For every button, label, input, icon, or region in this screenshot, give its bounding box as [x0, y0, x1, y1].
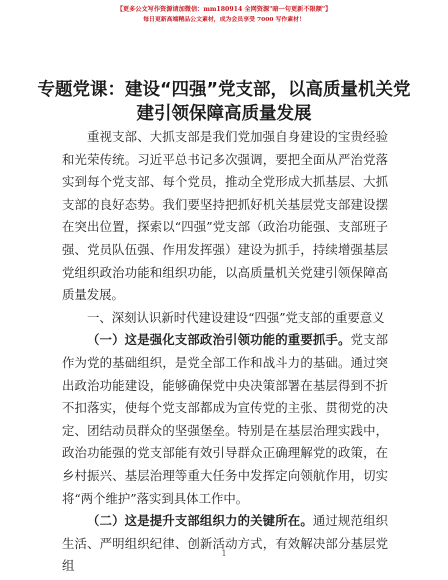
promo-line-1: 【更多公文写作资源请加微信：mm180914 全网资源"暗一句更新不限额"】 [116, 6, 332, 13]
point-2-text: 通过规范组织生活、严明组织纪律、创新活动方式，有效解决部分基层党组 [62, 513, 389, 574]
paragraph-intro: 重视支部、大抓支部是我们党加强自身建设的宝贵经验和光荣传统。习近平总书记多次强调，要把全面从严治党落实到每个党支部、每个党员，推动全党形成大抓基层、大抓支部的良好态势。我们要坚持把抓好机关基层党支部建设摆在突出位置，探索以“四强”党支部（政治功能强、支部班子强、党员队伍强、作用发挥强）建设为抓手，持续增强基层党组织政治功能和组织功能，以高质量机关党建引领保障高质量发展。 [62, 129, 388, 303]
document-title: 专题党课：建设“四强”党支部，以高质量机关党建引领保障高质量发展 [37, 80, 411, 124]
point-2-lead: （二）这是提升支部组织力的关键所在。 [87, 513, 313, 529]
promo-line-2: 每日更新高端精品公文素材，成为会员享受 7000 写作素材！ [143, 16, 305, 23]
section-heading: 一、深刻认识新时代建设建设“四强”党支部的重要意义 [87, 309, 385, 325]
page-number: 1 [221, 549, 227, 558]
point-1-text: 党支部作为党的基础组织，是党全部工作和战斗力的基础。通过突出政治功能建设，能够确保党中央决策部署在基层得到不折不扣落实，使每个党支部都成为宣传党的主张、贯彻党的决定、团结动员群众的坚强堡垒。特别是在基层治理实践中，政治功能强的党支部能有效引导群众正确理解党的政策，在乡村振兴、基层治理等重大任务中发挥定向领航作用，切实将“两个维护”落实到具体工作中。 [62, 332, 389, 506]
promo-header [0, 4, 448, 25]
paragraph-point-1 [62, 329, 388, 510]
document-body [62, 126, 388, 578]
paragraph-point-2 [62, 510, 388, 578]
point-1-lead: （一）这是强化支部政治引领功能的重要抓手。 [87, 332, 351, 348]
